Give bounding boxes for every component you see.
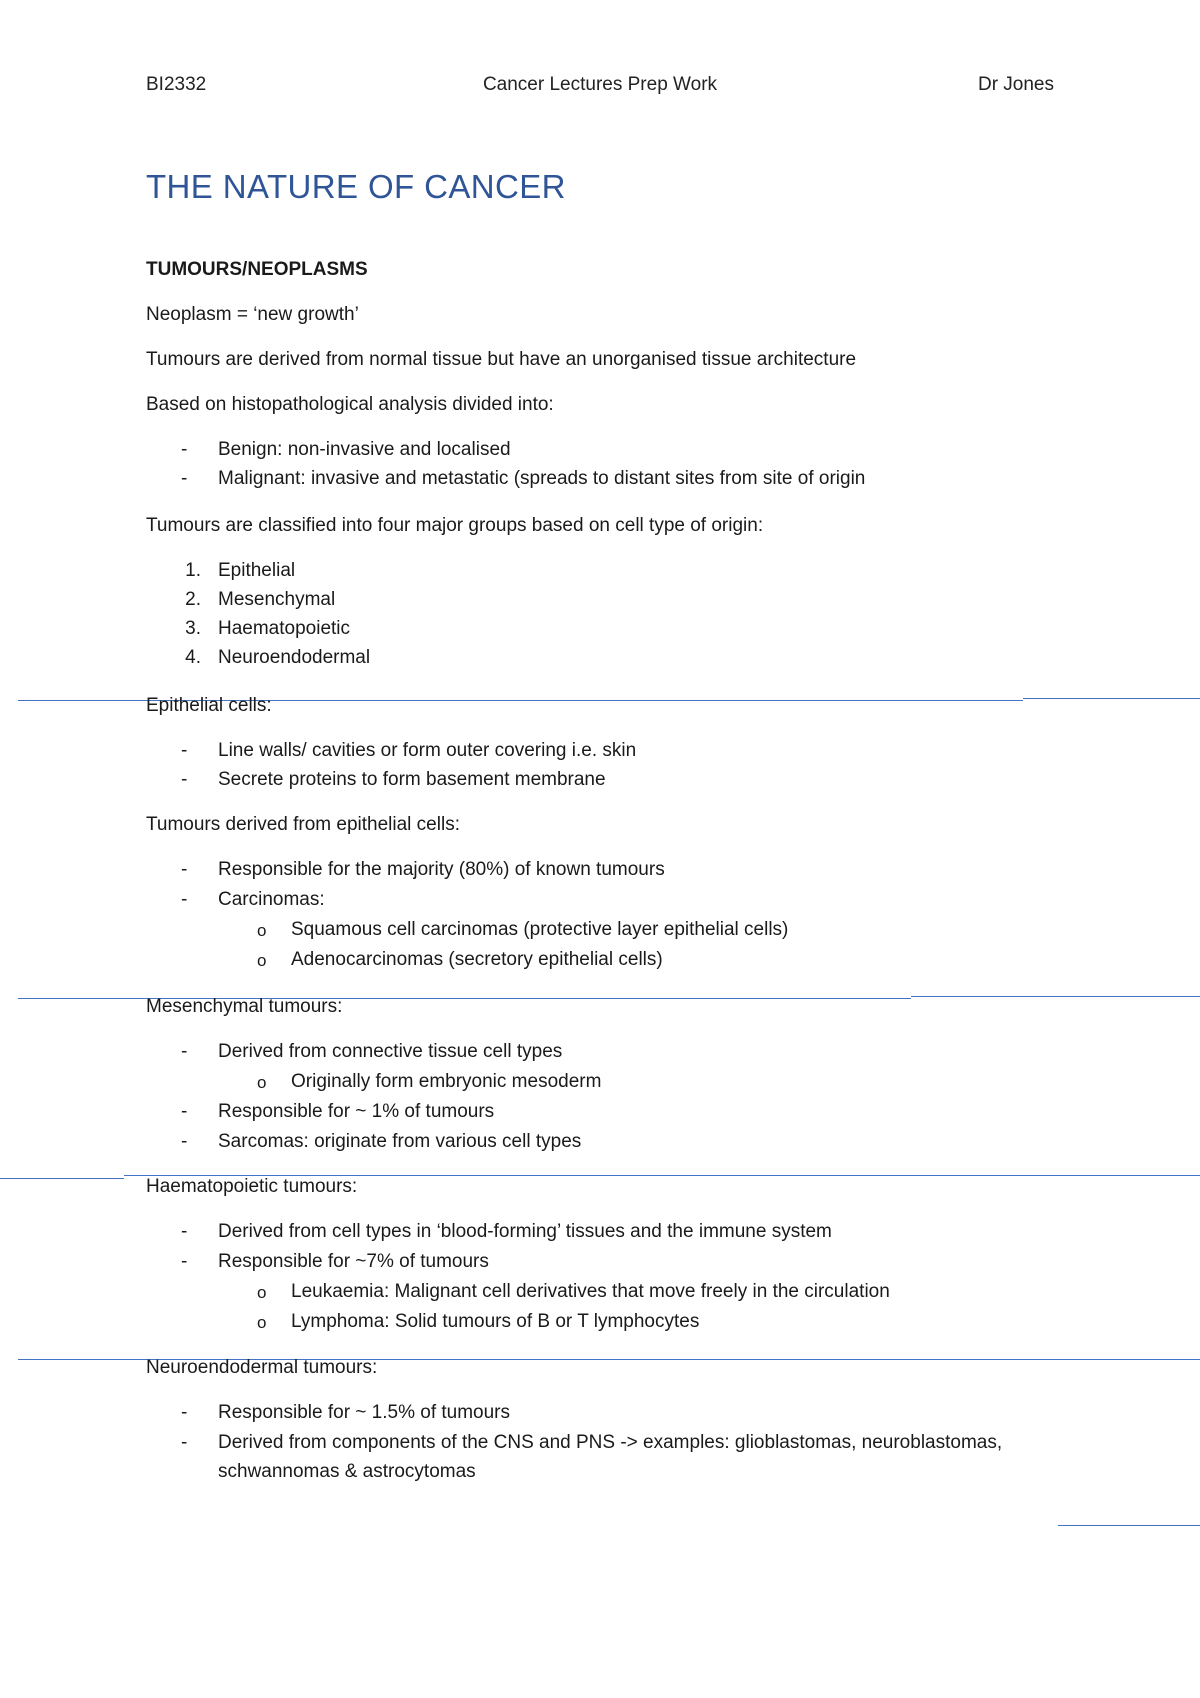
list-item: Haematopoietic [218,618,351,639]
dash-bullet: - [181,889,188,910]
section-heading: TUMOURS/NEOPLASMS [146,259,368,280]
document-title: THE NATURE OF CANCER [146,168,566,205]
epithelial-tumours-heading: Tumours derived from epithelial cells: [146,814,460,835]
header-course-code: BI2332 [146,74,207,95]
neuroendodermal-heading: Neuroendodermal tumours: [146,1357,378,1378]
divider-line [911,996,1200,997]
epithelial-heading: Epithelial cells: [146,695,272,716]
list-item: Responsible for ~ 1.5% of tumours [218,1402,511,1423]
sub-list-item: Adenocarcinomas (secretory epithelial cells) [291,949,663,970]
list-item: Derived from cell types in ‘blood-forming’ tissues and the immune system [218,1221,832,1242]
paragraph-classified: Tumours are classified into four major groups based on cell type of origin: [146,515,764,536]
list-item: Sarcomas: originate from various cell types [218,1131,582,1152]
sub-list-item: Leukaemia: Malignant cell derivatives that move freely in the circulation [291,1281,890,1302]
sub-bullet: o [257,951,267,970]
dash-bullet: - [181,1131,188,1152]
dash-bullet: - [181,769,188,790]
sub-bullet: o [257,1073,267,1092]
list-item: Responsible for ~7% of tumours [218,1251,489,1272]
list-item: Line walls/ cavities or form outer covering i.e. skin [218,740,637,761]
list-item: Epithelial [218,560,296,581]
list-item: Carcinomas: [218,889,325,910]
list-item: Derived from components of the CNS and PNS -> examples: glioblastomas, neuroblastomas, [218,1432,1003,1453]
sub-bullet: o [257,1313,267,1332]
paragraph-based-on: Based on histopathological analysis divided into: [146,394,554,415]
sub-bullet: o [257,1283,267,1302]
dash-bullet: - [181,1101,188,1122]
list-number: 1. [185,560,201,581]
list-item: Malignant: invasive and metastatic (spreads to distant sites from site of origin [218,468,866,489]
dash-bullet: - [181,859,188,880]
dash-bullet: - [181,740,188,761]
list-item: Neuroendodermal [218,647,371,668]
paragraph-derived: Tumours are derived from normal tissue but have an unorganised tissue architecture [146,349,857,370]
list-number: 4. [185,647,201,668]
dash-bullet: - [181,1221,188,1242]
list-item-continuation: schwannomas & astrocytomas [218,1461,476,1482]
dash-bullet: - [181,1041,188,1062]
sub-list-item: Lymphoma: Solid tumours of B or T lymphocytes [291,1311,700,1332]
dash-bullet: - [181,468,188,489]
dash-bullet: - [181,439,188,460]
list-number: 2. [185,589,201,610]
list-item: Responsible for the majority (80%) of known tumours [218,859,665,880]
divider-line [0,1178,124,1179]
dash-bullet: - [181,1432,188,1453]
sub-list-item: Originally form embryonic mesoderm [291,1071,602,1092]
dash-bullet: - [181,1402,188,1423]
header-title: Cancer Lectures Prep Work [482,74,718,95]
list-item: Derived from connective tissue cell types [218,1041,563,1062]
divider-line [1058,1525,1200,1526]
sub-list-item: Squamous cell carcinomas (protective layer epithelial cells) [291,919,789,940]
list-item: Benign: non-invasive and localised [218,439,511,460]
list-item: Mesenchymal [218,589,336,610]
paragraph-neoplasm: Neoplasm = ‘new growth’ [146,304,359,325]
sub-bullet: o [257,921,267,940]
list-number: 3. [185,618,201,639]
mesenchymal-heading: Mesenchymal tumours: [146,996,343,1017]
dash-bullet: - [181,1251,188,1272]
divider-line [1023,698,1200,699]
list-item: Secrete proteins to form basement membrane [218,769,606,790]
haematopoietic-heading: Haematopoietic tumours: [146,1176,358,1197]
header-lecturer: Dr Jones [977,74,1054,95]
list-item: Responsible for ~ 1% of tumours [218,1101,495,1122]
